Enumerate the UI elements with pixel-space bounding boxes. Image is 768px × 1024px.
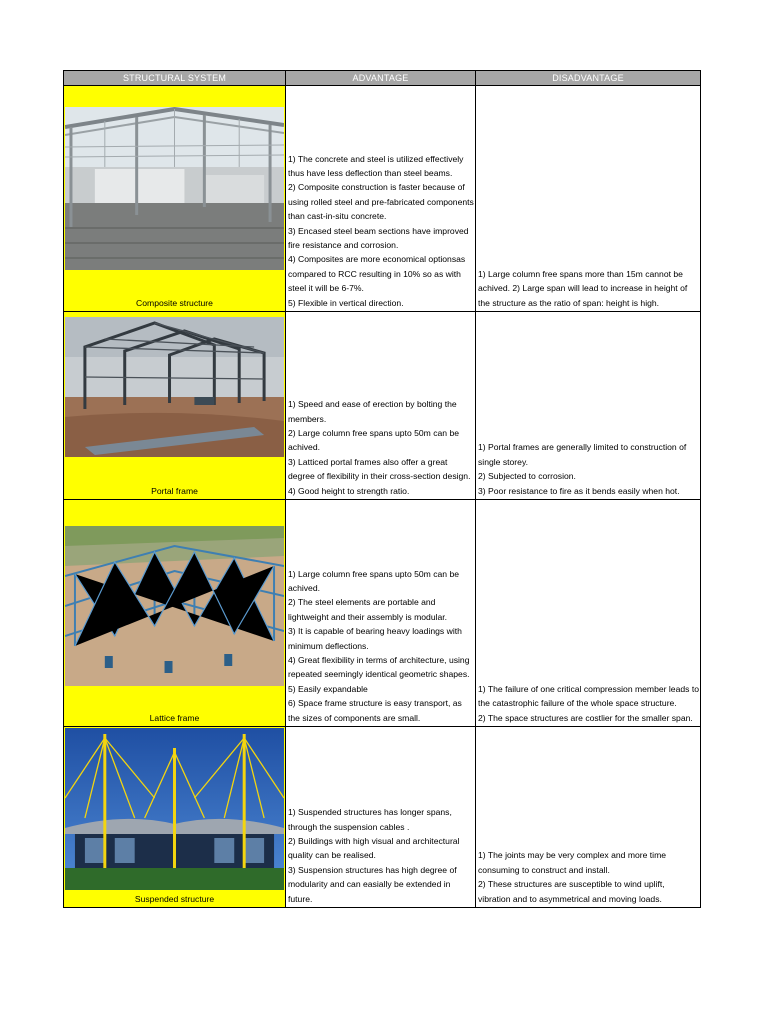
advantage-item: 6) Space frame structure is easy transport, as the sizes of components are small. (288, 698, 462, 723)
advantage-item: 3) Encased steel beam sections have improved fire resistance and corrosion. (288, 225, 469, 250)
table-row (64, 312, 701, 500)
system-name: Suspended structure (134, 894, 215, 904)
system-cell (64, 86, 286, 312)
advantage-item: 2) Buildings with high visual and architectural quality can be realised. (288, 835, 460, 861)
advantage-item: 5) Easily expandable (288, 683, 368, 694)
steel-shed-photo (65, 107, 284, 270)
header-disadvantage: DISADVANTAGE (476, 71, 701, 86)
advantage-item: 2) The steel elements are portable and lightweight and their assembly is modular. (288, 597, 448, 622)
header-advantage: ADVANTAGE (286, 71, 476, 86)
portal-frame-photo (65, 317, 284, 457)
advantage-item: 2) Composite construction is faster because of using rolled steel and pre-fabricated components than cast-in-situ concrete. (288, 182, 474, 222)
structural-systems-table (63, 70, 701, 908)
disadvantage-item: 2) The space structures are costlier for the smaller span. (478, 712, 693, 723)
advantages-cell (286, 727, 476, 908)
advantage-item: 3) It is capable of bearing heavy loadings with minimum deflections. (288, 626, 462, 651)
disadvantage-item: 3) Poor resistance to fire as it bends easily when hot. (478, 485, 680, 496)
advantage-item: 3) Latticed portal frames also offer a great degree of flexibility in their cross-section design. (288, 456, 471, 482)
system-cell (64, 727, 286, 908)
header-row (64, 71, 701, 86)
advantage-item: 1) Suspended structures has longer spans, through the suspension cables . (288, 807, 452, 832)
advantage-item: 5) Flexible in vertical direction. (288, 297, 404, 308)
advantages-cell (286, 312, 476, 500)
table-row (64, 86, 701, 312)
system-name: Portal frame (151, 486, 198, 496)
disadvantage-item: 1) Large column free spans more than 15m cannot be achived. 2) Large span will lead to increase in height of the structure as the ratio of span: height is high. (478, 268, 688, 308)
system-name: Lattice frame (149, 713, 200, 723)
suspended-structure-photo (65, 728, 284, 890)
disadvantage-item: 1) Portal frames are generally limited to construction of single storey. (478, 442, 687, 467)
disadvantages-cell (476, 500, 701, 727)
system-cell (64, 312, 286, 500)
disadvantage-item: 2) These structures are susceptible to wind uplift, vibration and to asymmetrical and moving loads. (478, 879, 665, 904)
table-row (64, 500, 701, 727)
header-structural-system: STRUCTURAL SYSTEM (64, 71, 286, 86)
advantage-item: 4) Composites are more economical optionsas compared to RCC resulting in 10% so as with steel it will be 6-7%. (288, 254, 466, 294)
disadvantages-cell (476, 727, 701, 908)
disadvantage-item: 2) Subjected to corrosion. (478, 471, 576, 482)
advantage-item: 2) Large column free spans upto 50m can be achived. (288, 427, 460, 453)
advantage-item: 1) The concrete and steel is utilized effectively thus have less deflection than steel beams. (288, 153, 464, 178)
system-cell (64, 500, 286, 727)
disadvantages-cell (476, 312, 701, 500)
disadvantages-cell (476, 86, 701, 312)
advantages-cell (286, 500, 476, 727)
advantage-item: 1) Speed and ease of erection by bolting the members. (288, 399, 457, 424)
advantage-item: 1) Large column free spans upto 50m can be achived. (288, 568, 460, 593)
space-frame-photo (65, 526, 284, 686)
advantage-item: 4) Great flexibility in terms of architecture, using repeated seemingly identical geometric shapes. (288, 654, 470, 680)
advantage-item: 3) Suspension structures has high degree of modularity and can easially be extended in future. (288, 864, 457, 904)
system-name: Composite structure (136, 298, 213, 308)
disadvantage-item: 1) The joints may be very complex and more time consuming to construct and install. (478, 850, 667, 875)
table-row (64, 727, 701, 908)
advantages-cell (286, 86, 476, 312)
advantage-item: 4) Good height to strength ratio. (288, 485, 410, 496)
disadvantage-item: 1) The failure of one critical compression member leads to the catastrophic failure of the whole space structure. (478, 683, 699, 709)
